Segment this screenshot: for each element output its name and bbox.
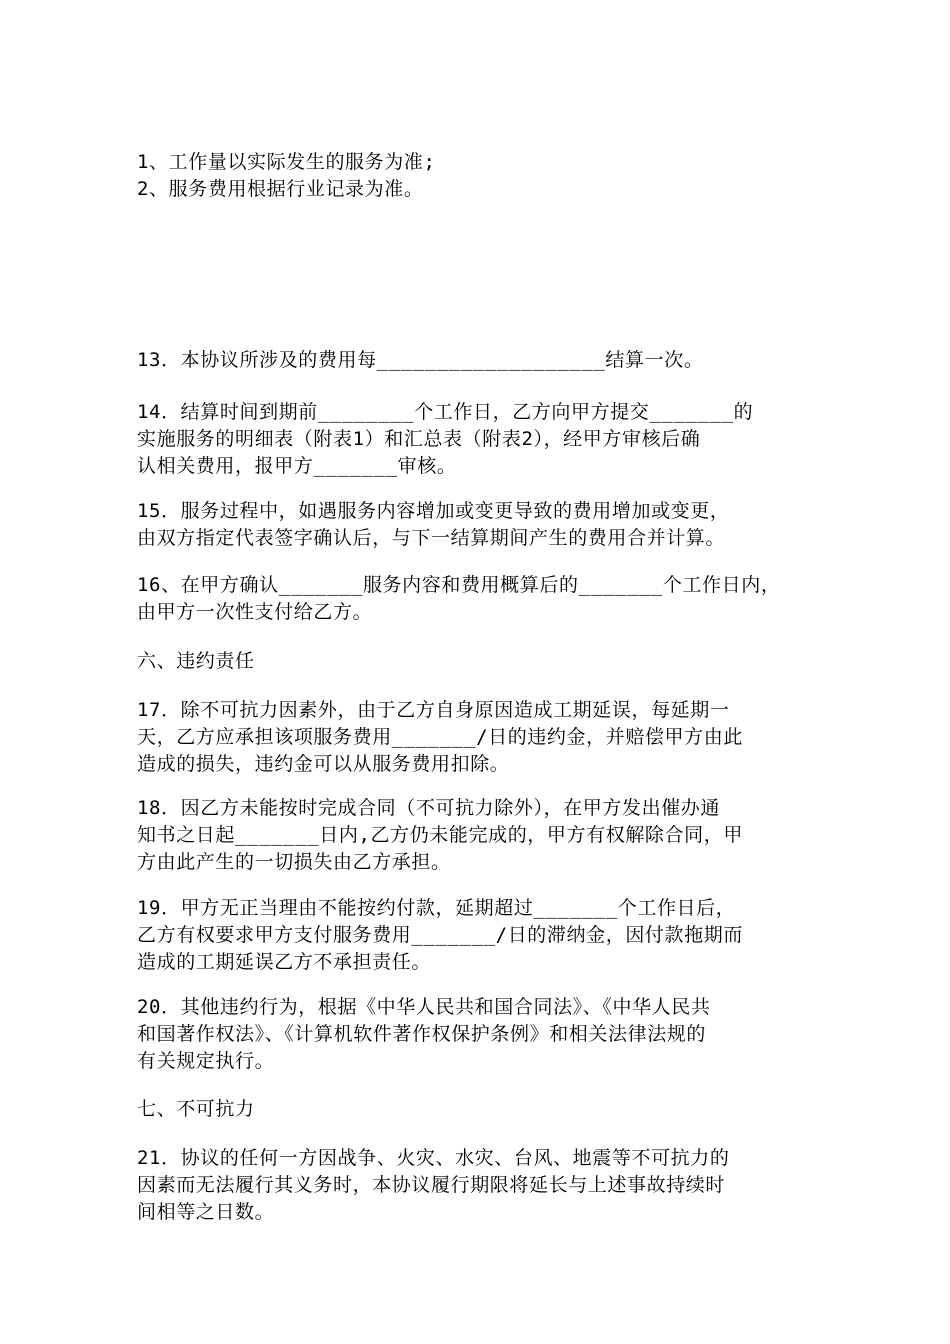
- clause-18: [137, 795, 827, 876]
- note-line-1: 1、工作量以实际发生的服务为准;: [137, 151, 436, 173]
- note-line-2: 2、服务费用根据行业记录为准。: [137, 178, 424, 200]
- clause-21-line: 因素而无法履行其义务时，本协议履行期限将延长与上述事故持续时: [137, 1174, 726, 1196]
- clause-19-line: 造成的工期延误乙方不承担责任。: [137, 951, 432, 973]
- clause-15-line: 由双方指定代表签字确认后，与下一结算期间产生的费用合并计算。: [137, 527, 726, 549]
- clause-14: [137, 399, 827, 480]
- clause-13-line: 13．本协议所涉及的费用每___________________结算一次。: [137, 349, 704, 371]
- clause-19: [137, 895, 827, 976]
- clause-13: [137, 347, 827, 374]
- clause-17-line: 造成的损失，违约金可以从服务费用扣除。: [137, 753, 510, 775]
- clause-17-line: 天，乙方应承担该项服务费用_______/日的违约金，并赔偿甲方由此: [137, 726, 743, 748]
- section-heading-force-majeure: 七、不可抗力: [137, 1098, 255, 1120]
- clause-20-line: 有关规定执行。: [137, 1050, 275, 1072]
- clause-18-line: 知书之日起_______日内,乙方仍未能完成的，甲方有权解除合同，甲: [137, 824, 743, 846]
- clause-21-line: 间相等之日数。: [137, 1201, 275, 1223]
- clause-14-line: 认相关费用，报甲方_______审核。: [137, 455, 457, 477]
- clause-19-line: 乙方有权要求甲方支付服务费用_______/日的滞纳金，因付款拖期而: [137, 924, 743, 946]
- section-heading-breach: 六、违约责任: [137, 650, 255, 672]
- clause-20: [137, 994, 827, 1075]
- clause-16-line: 16、在甲方确认_______服务内容和费用概算后的_______个工作日内，: [137, 574, 781, 596]
- clause-17: [137, 697, 827, 778]
- clause-14-line: 实施服务的明细表（附表1）和汇总表（附表2），经甲方审核后确: [137, 428, 701, 450]
- clause-21-line: 21．协议的任何一方因战争、火灾、水灾、台风、地震等不可抗力的: [137, 1147, 730, 1169]
- clause-14-line: 14．结算时间到期前________个工作日，乙方向甲方提交_______的: [137, 401, 754, 423]
- clause-19-line: 19．甲方无正当理由不能按约付款，延期超过_______个工作日后，: [137, 897, 736, 919]
- clause-16-line: 由甲方一次性支付给乙方。: [137, 601, 373, 623]
- clause-17-line: 17．除不可抗力因素外，由于乙方自身原因造成工期延误，每延期一: [137, 699, 730, 721]
- clause-20-line: 20．其他违约行为，根据《中华人民共和国合同法》、《中华人民共: [137, 996, 711, 1018]
- clause-15: [137, 498, 827, 552]
- clause-21: [137, 1145, 827, 1226]
- clause-18-line: 18．因乙方未能按时完成合同（不可抗力除外），在甲方发出催办通: [137, 797, 720, 819]
- clause-18-line: 方由此产生的一切损失由乙方承担。: [137, 851, 451, 873]
- clause-15-line: 15．服务过程中，如遇服务内容增加或变更导致的费用增加或变更，: [137, 500, 730, 522]
- clause-20-line: 和国著作权法》、《计算机软件著作权保护条例》和相关法律法规的: [137, 1023, 707, 1045]
- clause-16: [137, 572, 827, 626]
